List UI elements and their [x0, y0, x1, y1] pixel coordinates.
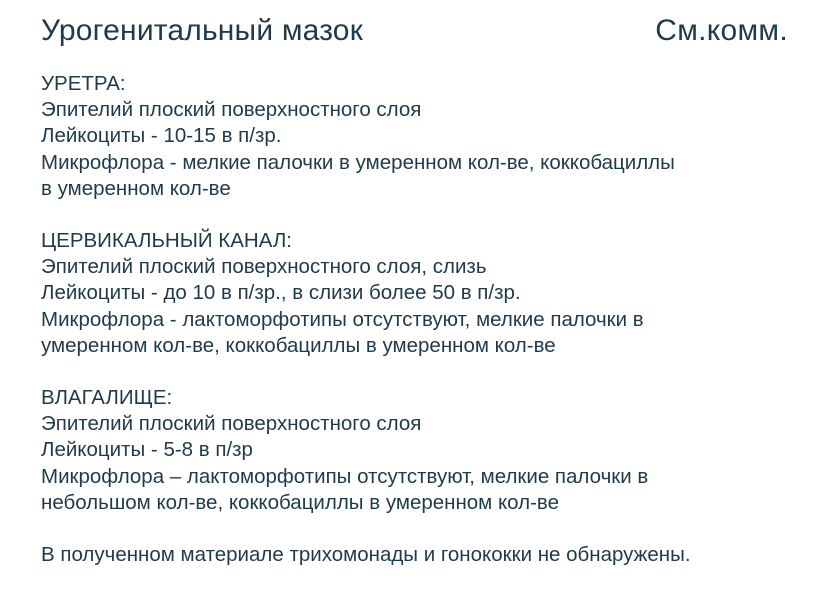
section-line: Эпителий плоский поверхностного слоя	[41, 412, 422, 436]
section-heading: ВЛАГАЛИЩЕ:	[41, 386, 173, 410]
report-header	[41, 13, 788, 49]
report-title: Урогенитальный мазок	[41, 14, 364, 47]
section-urethra	[41, 71, 788, 202]
section-vagina	[41, 385, 788, 516]
section-line: Микрофлора - мелкие палочки в умеренном кол-ве, коккобациллы	[41, 150, 675, 174]
section-line: Эпителий плоский поверхностного слоя	[41, 98, 422, 122]
section-heading: УРЕТРА:	[41, 72, 126, 95]
section-line: умеренном кол-ве, коккобациллы в умеренном кол-ве	[41, 333, 556, 357]
section-line: Эпителий плоский поверхностного слоя, слизь	[41, 255, 487, 279]
section-line: Лейкоциты - 5-8 в п/зр	[41, 438, 253, 462]
section-line: Микрофлора - лактоморфотипы отсутствуют, мелкие палочки в	[41, 307, 644, 331]
report-sections	[41, 71, 788, 516]
section-line: Лейкоциты - до 10 в п/зр., в слизи более 50 в п/зр.	[41, 281, 521, 305]
section-line: Лейкоциты - 10-15 в п/зр.	[41, 124, 282, 148]
section-line: в умеренном кол-ве	[41, 176, 231, 200]
section-heading: ЦЕРВИКАЛЬНЫЙ КАНАЛ:	[41, 229, 292, 253]
section-line: Микрофлора – лактоморфотипы отсутствуют, мелкие палочки в	[41, 464, 649, 488]
comment-note: См.комм.	[655, 14, 788, 47]
section-cervical-canal	[41, 228, 788, 359]
report-conclusion: В полученном материале трихомонады и гонококки не обнаружены.	[41, 543, 691, 567]
lab-report	[0, 13, 828, 598]
section-line: небольшом кол-ве, коккобациллы в умеренном кол-ве	[41, 490, 559, 514]
